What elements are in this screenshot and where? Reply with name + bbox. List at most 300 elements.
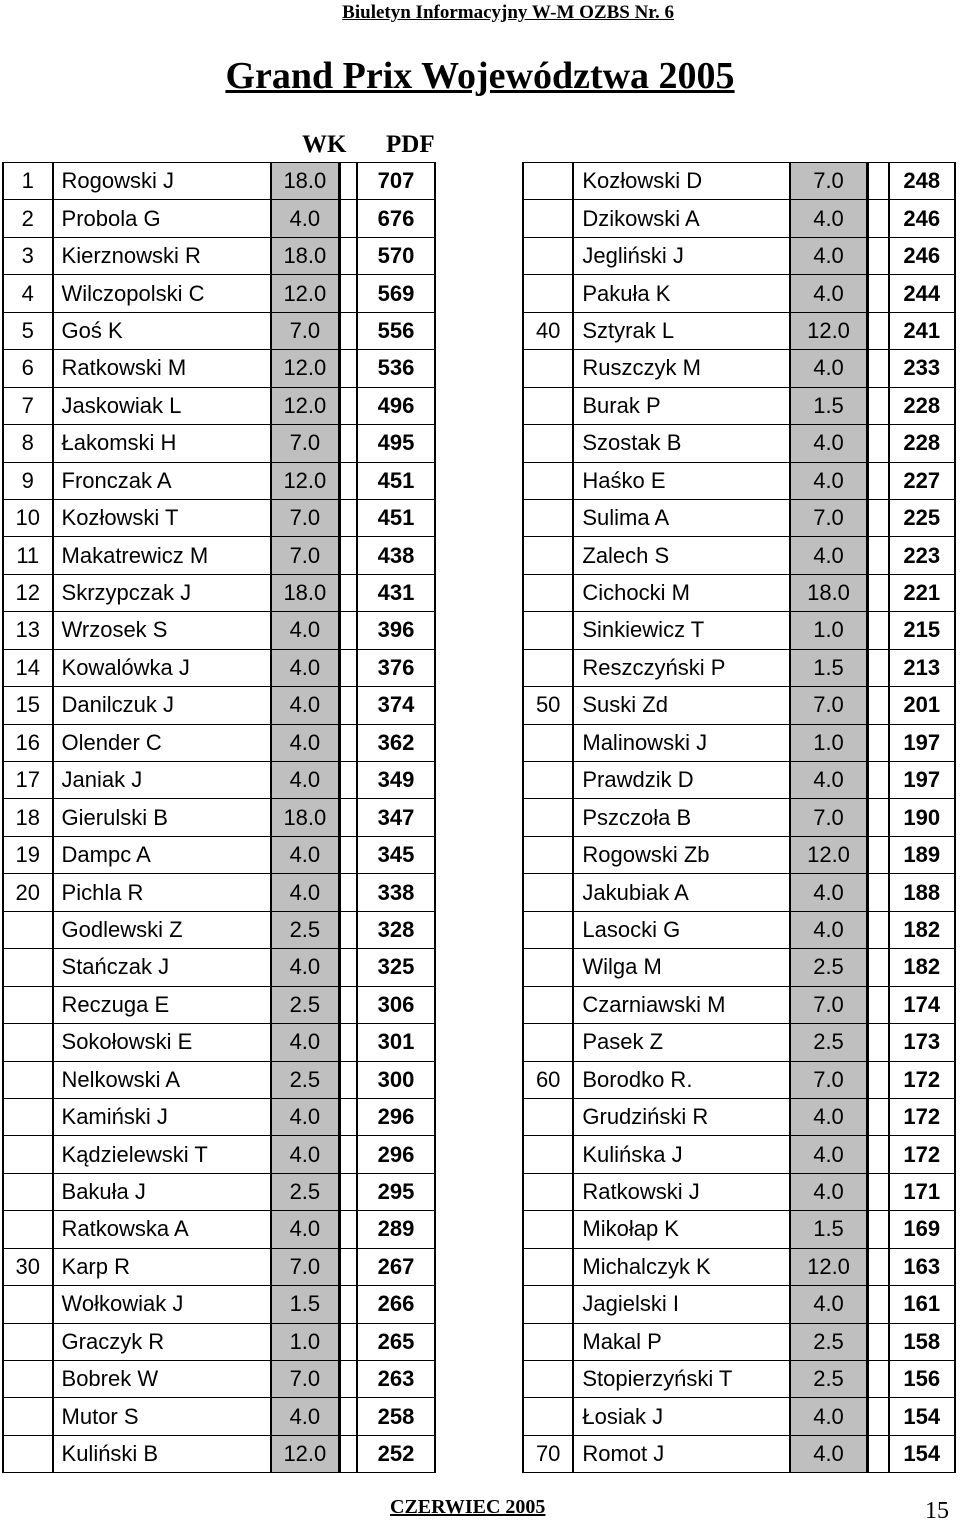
table-row: [523, 312, 955, 349]
player-name-cell: Pszczoła B: [573, 799, 790, 836]
spacer-cell: [868, 499, 889, 536]
wk-cell: 4.0: [271, 762, 340, 799]
pdf-cell: 163: [889, 1248, 956, 1285]
rank-cell: 15: [3, 687, 53, 724]
player-name-cell: Sinkiewicz T: [573, 612, 790, 649]
wk-cell: 4.0: [790, 911, 868, 948]
spacer-cell: [868, 237, 889, 274]
wk-cell: 2.5: [271, 1061, 340, 1098]
pdf-cell: 172: [889, 1061, 956, 1098]
rank-cell: 3: [3, 237, 53, 274]
rank-cell: [3, 1398, 53, 1435]
table-row: [3, 799, 435, 836]
rank-cell: [523, 163, 573, 200]
table-row: [3, 612, 435, 649]
pdf-cell: 197: [889, 724, 956, 761]
spacer-cell: [340, 1136, 357, 1173]
pdf-cell: 536: [357, 350, 435, 387]
player-name-cell: Janiak J: [53, 762, 271, 799]
wk-cell: 4.0: [790, 1136, 868, 1173]
wk-cell: 7.0: [790, 986, 868, 1023]
wk-cell: 4.0: [790, 425, 868, 462]
wk-cell: 18.0: [271, 237, 340, 274]
rank-cell: 2: [3, 200, 53, 237]
spacer-cell: [868, 799, 889, 836]
wk-cell: 12.0: [271, 1435, 340, 1472]
rank-cell: [523, 1248, 573, 1285]
rank-cell: [523, 1098, 573, 1135]
spacer-cell: [340, 200, 357, 237]
spacer-cell: [868, 612, 889, 649]
pdf-cell: 265: [357, 1323, 435, 1360]
pdf-cell: 223: [889, 537, 956, 574]
wk-cell: 4.0: [271, 1136, 340, 1173]
spacer-cell: [868, 1286, 889, 1323]
table-row: [523, 762, 955, 799]
table-row: [3, 1248, 435, 1285]
rank-cell: 14: [3, 649, 53, 686]
player-name-cell: Cichocki M: [573, 574, 790, 611]
wk-cell: 1.0: [790, 612, 868, 649]
rank-cell: [3, 1136, 53, 1173]
table-row: [3, 1398, 435, 1435]
pdf-cell: 189: [889, 836, 956, 873]
rank-cell: [523, 275, 573, 312]
pdf-cell: 295: [357, 1173, 435, 1210]
table-row: [3, 275, 435, 312]
player-name-cell: Zalech S: [573, 537, 790, 574]
player-name-cell: Rogowski J: [53, 163, 271, 200]
table-row: [3, 911, 435, 948]
spacer-cell: [340, 762, 357, 799]
pdf-cell: 188: [889, 874, 956, 911]
player-name-cell: Czarniawski M: [573, 986, 790, 1023]
table-row: [523, 499, 955, 536]
table-row: [3, 387, 435, 424]
spacer-cell: [340, 1248, 357, 1285]
wk-cell: 7.0: [271, 1248, 340, 1285]
spacer-cell: [868, 200, 889, 237]
rank-cell: 8: [3, 425, 53, 462]
player-name-cell: Kuliński B: [53, 1435, 271, 1472]
spacer-cell: [340, 1361, 357, 1398]
spacer-cell: [340, 237, 357, 274]
rank-cell: [3, 1098, 53, 1135]
spacer-cell: [340, 312, 357, 349]
rank-cell: [523, 799, 573, 836]
wk-cell: 1.0: [790, 724, 868, 761]
wk-cell: 4.0: [271, 874, 340, 911]
player-name-cell: Sulima A: [573, 499, 790, 536]
player-name-cell: Godlewski Z: [53, 911, 271, 948]
spacer-cell: [340, 799, 357, 836]
spacer-cell: [868, 1211, 889, 1248]
spacer-cell: [340, 1398, 357, 1435]
player-name-cell: Łakomski H: [53, 425, 271, 462]
pdf-cell: 172: [889, 1098, 956, 1135]
rank-cell: [3, 1361, 53, 1398]
player-name-cell: Kozłowski T: [53, 499, 271, 536]
table-row: [523, 687, 955, 724]
wk-cell: 4.0: [271, 612, 340, 649]
wk-cell: 2.5: [790, 1361, 868, 1398]
wk-cell: 12.0: [271, 462, 340, 499]
pdf-cell: 169: [889, 1211, 956, 1248]
pdf-cell: 154: [889, 1398, 956, 1435]
wk-cell: 12.0: [271, 275, 340, 312]
player-name-cell: Sokołowski E: [53, 1024, 271, 1061]
pdf-cell: 451: [357, 462, 435, 499]
table-row: [523, 1286, 955, 1323]
wk-cell: 4.0: [790, 1098, 868, 1135]
player-name-cell: Prawdzik D: [573, 762, 790, 799]
player-name-cell: Makal P: [573, 1323, 790, 1360]
table-row: [523, 1024, 955, 1061]
player-name-cell: Jaskowiak L: [53, 387, 271, 424]
rank-cell: [523, 499, 573, 536]
rank-cell: [523, 1211, 573, 1248]
rank-cell: [523, 911, 573, 948]
wk-cell: 4.0: [271, 724, 340, 761]
rank-cell: 16: [3, 724, 53, 761]
spacer-cell: [868, 687, 889, 724]
player-name-cell: Kozłowski D: [573, 163, 790, 200]
footer-month: CZERWIEC 2005: [390, 1496, 546, 1518]
pdf-cell: 213: [889, 649, 956, 686]
rank-cell: 40: [523, 312, 573, 349]
player-name-cell: Stopierzyński T: [573, 1361, 790, 1398]
table-row: [523, 350, 955, 387]
spacer-cell: [868, 836, 889, 873]
table-row: [3, 1024, 435, 1061]
player-name-cell: Danilczuk J: [53, 687, 271, 724]
wk-cell: 4.0: [790, 874, 868, 911]
player-name-cell: Bobrek W: [53, 1361, 271, 1398]
player-name-cell: Pakuła K: [573, 275, 790, 312]
spacer-cell: [340, 1024, 357, 1061]
spacer-cell: [868, 425, 889, 462]
spacer-cell: [340, 1061, 357, 1098]
player-name-cell: Rogowski Zb: [573, 836, 790, 873]
pdf-cell: 676: [357, 200, 435, 237]
table-row: [523, 836, 955, 873]
spacer-cell: [868, 986, 889, 1023]
pdf-cell: 289: [357, 1211, 435, 1248]
ranking-table-left: [2, 162, 436, 1473]
player-name-cell: Kulińska J: [573, 1136, 790, 1173]
spacer-cell: [340, 687, 357, 724]
pdf-cell: 300: [357, 1061, 435, 1098]
spacer-cell: [868, 1061, 889, 1098]
ranking-table-right: [522, 162, 956, 1473]
player-name-cell: Jagielski I: [573, 1286, 790, 1323]
rank-cell: [523, 1361, 573, 1398]
spacer-cell: [868, 1136, 889, 1173]
spacer-cell: [340, 612, 357, 649]
rank-cell: 5: [3, 312, 53, 349]
pdf-cell: 570: [357, 237, 435, 274]
table-row: [523, 1361, 955, 1398]
spacer-cell: [340, 1173, 357, 1210]
rank-cell: [523, 949, 573, 986]
player-name-cell: Dzikowski A: [573, 200, 790, 237]
wk-cell: 4.0: [790, 1435, 868, 1472]
spacer-cell: [868, 574, 889, 611]
rank-cell: [523, 724, 573, 761]
pdf-cell: 241: [889, 312, 956, 349]
player-name-cell: Szostak B: [573, 425, 790, 462]
table-row: [523, 1398, 955, 1435]
pdf-cell: 228: [889, 387, 956, 424]
pdf-cell: 707: [357, 163, 435, 200]
pdf-cell: 201: [889, 687, 956, 724]
rank-cell: 12: [3, 574, 53, 611]
pdf-cell: 190: [889, 799, 956, 836]
pdf-cell: 233: [889, 350, 956, 387]
spacer-cell: [868, 1435, 889, 1472]
wk-cell: 7.0: [790, 1061, 868, 1098]
pdf-cell: 174: [889, 986, 956, 1023]
rank-cell: 11: [3, 537, 53, 574]
wk-cell: 4.0: [790, 462, 868, 499]
spacer-cell: [868, 387, 889, 424]
spacer-cell: [340, 1211, 357, 1248]
rank-cell: [523, 1136, 573, 1173]
table-row: [523, 724, 955, 761]
page-number: 15: [925, 1498, 949, 1524]
wk-cell: 4.0: [790, 275, 868, 312]
wk-cell: 7.0: [271, 1361, 340, 1398]
pdf-cell: 158: [889, 1323, 956, 1360]
pdf-cell: 244: [889, 275, 956, 312]
player-name-cell: Lasocki G: [573, 911, 790, 948]
pdf-cell: 197: [889, 762, 956, 799]
table-row: [3, 1061, 435, 1098]
wk-cell: 4.0: [790, 537, 868, 574]
player-name-cell: Ruszczyk M: [573, 350, 790, 387]
player-name-cell: Haśko E: [573, 462, 790, 499]
spacer-cell: [340, 425, 357, 462]
table-row: [523, 799, 955, 836]
pdf-cell: 328: [357, 911, 435, 948]
wk-cell: 2.5: [271, 1173, 340, 1210]
table-row: [3, 350, 435, 387]
pdf-cell: 325: [357, 949, 435, 986]
wk-cell: 4.0: [271, 1098, 340, 1135]
table-row: [3, 537, 435, 574]
bulletin-title: Biuletyn Informacyjny W-M OZBS Nr. 6: [342, 2, 674, 23]
wk-cell: 12.0: [271, 387, 340, 424]
table-row: [3, 574, 435, 611]
pdf-cell: 349: [357, 762, 435, 799]
pdf-cell: 362: [357, 724, 435, 761]
player-name-cell: Reczuga E: [53, 986, 271, 1023]
spacer-cell: [340, 462, 357, 499]
wk-cell: 1.5: [790, 1211, 868, 1248]
table-row: [523, 1211, 955, 1248]
spacer-cell: [340, 911, 357, 948]
player-name-cell: Graczyk R: [53, 1323, 271, 1360]
rank-cell: 60: [523, 1061, 573, 1098]
rank-cell: [523, 649, 573, 686]
player-name-cell: Malinowski J: [573, 724, 790, 761]
pdf-cell: 301: [357, 1024, 435, 1061]
table-row: [3, 949, 435, 986]
player-name-cell: Wołkowiak J: [53, 1286, 271, 1323]
spacer-cell: [868, 949, 889, 986]
pdf-cell: 252: [357, 1435, 435, 1472]
spacer-cell: [868, 649, 889, 686]
rank-cell: [3, 1061, 53, 1098]
table-row: [3, 1173, 435, 1210]
pdf-cell: 431: [357, 574, 435, 611]
player-name-cell: Suski Zd: [573, 687, 790, 724]
spacer-cell: [868, 537, 889, 574]
pdf-cell: 438: [357, 537, 435, 574]
table-row: [523, 425, 955, 462]
table-row: [3, 1361, 435, 1398]
spacer-cell: [340, 724, 357, 761]
rank-cell: 18: [3, 799, 53, 836]
wk-cell: 7.0: [271, 312, 340, 349]
player-name-cell: Ratkowski J: [573, 1173, 790, 1210]
spacer-cell: [868, 163, 889, 200]
wk-cell: 12.0: [790, 1248, 868, 1285]
pdf-cell: 227: [889, 462, 956, 499]
spacer-cell: [340, 537, 357, 574]
pdf-cell: 267: [357, 1248, 435, 1285]
spacer-cell: [340, 1435, 357, 1472]
pdf-cell: 306: [357, 986, 435, 1023]
pdf-cell: 154: [889, 1435, 956, 1472]
player-name-cell: Łosiak J: [573, 1398, 790, 1435]
pdf-cell: 376: [357, 649, 435, 686]
wk-cell: 7.0: [790, 799, 868, 836]
rank-cell: 7: [3, 387, 53, 424]
wk-cell: 4.0: [271, 836, 340, 873]
rank-cell: [523, 425, 573, 462]
spacer-cell: [868, 1323, 889, 1360]
pdf-cell: 156: [889, 1361, 956, 1398]
player-name-cell: Wilga M: [573, 949, 790, 986]
pdf-cell: 248: [889, 163, 956, 200]
column-header-pdf: PDF: [386, 131, 435, 158]
pdf-cell: 161: [889, 1286, 956, 1323]
spacer-cell: [868, 1361, 889, 1398]
wk-cell: 1.5: [790, 649, 868, 686]
rank-cell: [3, 949, 53, 986]
wk-cell: 7.0: [271, 499, 340, 536]
wk-cell: 4.0: [790, 1286, 868, 1323]
player-name-cell: Pasek Z: [573, 1024, 790, 1061]
table-row: [523, 986, 955, 1023]
table-row: [523, 1061, 955, 1098]
pdf-cell: 266: [357, 1286, 435, 1323]
wk-cell: 4.0: [790, 350, 868, 387]
pdf-cell: 338: [357, 874, 435, 911]
rank-cell: [3, 1173, 53, 1210]
pdf-cell: 347: [357, 799, 435, 836]
spacer-cell: [340, 1323, 357, 1360]
table-row: [523, 1323, 955, 1360]
rank-cell: 6: [3, 350, 53, 387]
spacer-cell: [868, 312, 889, 349]
spacer-cell: [868, 275, 889, 312]
spacer-cell: [340, 836, 357, 873]
pdf-cell: 246: [889, 200, 956, 237]
pdf-cell: 171: [889, 1173, 956, 1210]
table-row: [523, 163, 955, 200]
table-row: [3, 649, 435, 686]
rank-cell: [523, 762, 573, 799]
player-name-cell: Kamiński J: [53, 1098, 271, 1135]
pdf-cell: 225: [889, 499, 956, 536]
pdf-cell: 182: [889, 949, 956, 986]
wk-cell: 7.0: [790, 163, 868, 200]
wk-cell: 7.0: [790, 687, 868, 724]
pdf-cell: 182: [889, 911, 956, 948]
player-name-cell: Jegliński J: [573, 237, 790, 274]
table-row: [3, 1098, 435, 1135]
wk-cell: 4.0: [271, 949, 340, 986]
table-row: [3, 499, 435, 536]
player-name-cell: Wrzosek S: [53, 612, 271, 649]
rank-cell: [523, 462, 573, 499]
pdf-cell: 215: [889, 612, 956, 649]
wk-cell: 2.5: [790, 949, 868, 986]
pdf-cell: 172: [889, 1136, 956, 1173]
rank-cell: 70: [523, 1435, 573, 1472]
rank-cell: 17: [3, 762, 53, 799]
spacer-cell: [340, 1286, 357, 1323]
rank-cell: [3, 911, 53, 948]
player-name-cell: Sztyrak L: [573, 312, 790, 349]
table-row: [523, 237, 955, 274]
player-name-cell: Pichla R: [53, 874, 271, 911]
player-name-cell: Michalczyk K: [573, 1248, 790, 1285]
player-name-cell: Karp R: [53, 1248, 271, 1285]
table-row: [523, 1435, 955, 1472]
player-name-cell: Kierznowski R: [53, 237, 271, 274]
table-row: [3, 1286, 435, 1323]
player-name-cell: Probola G: [53, 200, 271, 237]
rank-cell: [523, 200, 573, 237]
rank-cell: [523, 612, 573, 649]
player-name-cell: Stańczak J: [53, 949, 271, 986]
player-name-cell: Olender C: [53, 724, 271, 761]
rank-cell: 4: [3, 275, 53, 312]
rank-cell: 10: [3, 499, 53, 536]
spacer-cell: [868, 1173, 889, 1210]
player-name-cell: Reszczyński P: [573, 649, 790, 686]
spacer-cell: [868, 1024, 889, 1061]
pdf-cell: 296: [357, 1098, 435, 1135]
spacer-cell: [868, 350, 889, 387]
rank-cell: 19: [3, 836, 53, 873]
spacer-cell: [340, 949, 357, 986]
page-title: Grand Prix Województwa 2005: [225, 55, 735, 97]
table-row: [523, 612, 955, 649]
rank-cell: [523, 1323, 573, 1360]
player-name-cell: Goś K: [53, 312, 271, 349]
rank-cell: [523, 237, 573, 274]
table-row: [523, 537, 955, 574]
spacer-cell: [340, 986, 357, 1023]
pdf-cell: 221: [889, 574, 956, 611]
table-row: [523, 949, 955, 986]
wk-cell: 4.0: [271, 687, 340, 724]
pdf-cell: 263: [357, 1361, 435, 1398]
